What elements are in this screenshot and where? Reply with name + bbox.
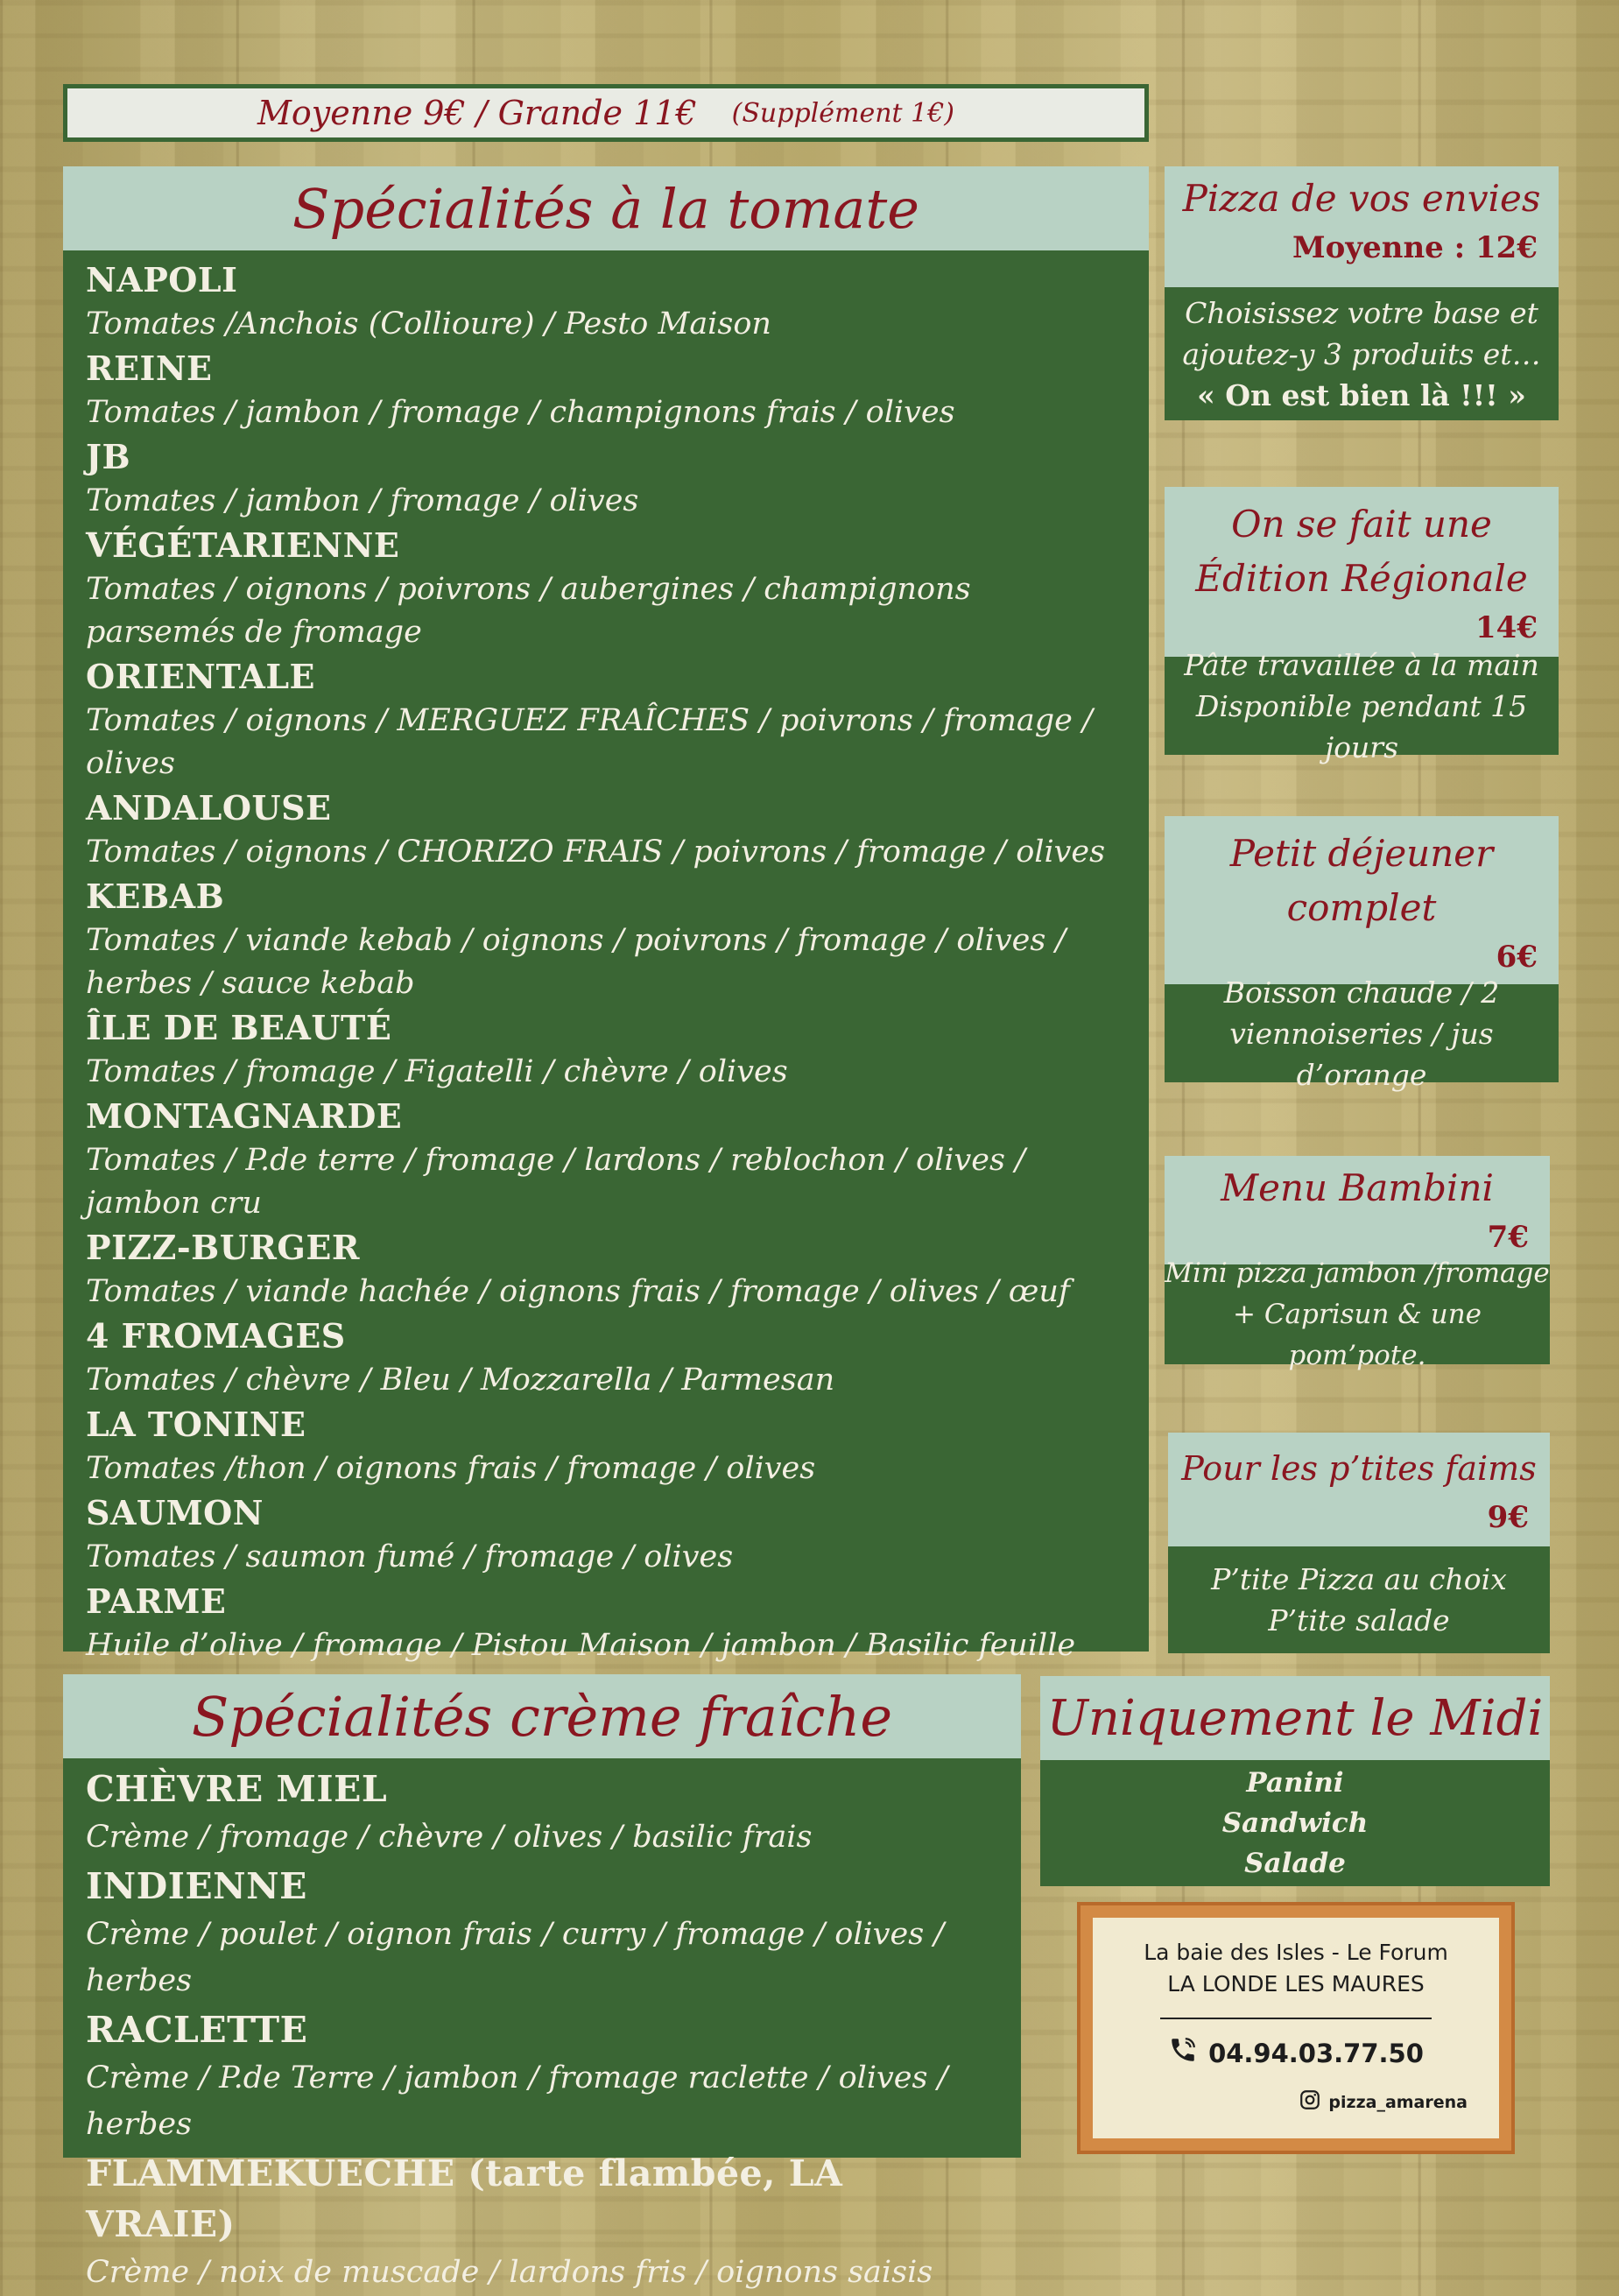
creme-section-title: Spécialités crème fraîche: [191, 1684, 893, 1749]
bambini-title: Menu Bambini: [1221, 1166, 1494, 1209]
petit-dejeuner-line1: Boisson chaude / 2: [1223, 975, 1500, 1010]
envies-header: [1165, 166, 1559, 287]
pizza-ingredients: Tomates / fromage / Figatelli / chèvre / olives: [86, 1054, 788, 1089]
phone-icon: [1168, 2035, 1198, 2071]
tomato-section-header: [63, 166, 1149, 250]
bambini-line1: Mini pizza jambon /fromage: [1165, 1257, 1550, 1289]
pizza-name: MONTAGNARDE: [86, 1096, 403, 1136]
pizza-name: NAPOLI: [86, 260, 238, 299]
pizza-name: JB: [86, 437, 131, 476]
pizza-name: INDIENNE: [86, 1865, 307, 1907]
envies-price: Moyenne : 12€: [1292, 230, 1538, 265]
envies-slogan: « On est bien là !!! »: [1197, 377, 1526, 412]
regionale-box: [1165, 487, 1559, 764]
pizza-name: 4 FROMAGES: [86, 1316, 346, 1356]
pizza-ingredients: Tomates / oignons / MERGUEZ FRAÎCHES / poivrons / fromage / olives: [86, 703, 1093, 781]
regionale-price: 14€: [1475, 610, 1538, 645]
ptites-faims-title: Pour les p’tites faims: [1181, 1449, 1537, 1488]
creme-section-header: [63, 1674, 1021, 1758]
pizza-name: REINE: [86, 349, 213, 388]
midi-title: Uniquement le Midi: [1046, 1689, 1544, 1747]
bambini-body: [1165, 1257, 1550, 1371]
pizza-ingredients: Tomates / oignons / poivrons / aubergines / champignons parsemés de fromage: [86, 572, 971, 650]
pizza-name: VÉGÉTARIENNE: [86, 525, 400, 565]
pizza-ingredients: Tomates / oignons / CHORIZO FRAIS / poivrons / fromage / olives: [86, 835, 1106, 870]
pizza-name: ANDALOUSE: [86, 788, 332, 828]
bambini-line2: + Caprisun & une pom’pote.: [1232, 1298, 1482, 1371]
pizza-name: ÎLE DE BEAUTÉ: [86, 1008, 392, 1047]
pizza-ingredients: Crème / poulet / oignon frais / curry / fromage / olives / herbes: [86, 1917, 945, 1998]
ptites-faims-box: [1168, 1433, 1550, 1653]
instagram-icon: [1299, 2088, 1321, 2116]
ptites-faims-header: [1168, 1433, 1550, 1546]
pizza-name: CHÈVRE MIEL: [86, 1768, 388, 1810]
bambini-price: 7€: [1487, 1220, 1529, 1255]
size-price-banner: [63, 84, 1149, 142]
creme-pizza-list: [63, 1758, 1021, 2290]
pizza-ingredients: Tomates / jambon / fromage / olives: [86, 483, 639, 518]
address-line-2: LA LONDE LES MAURES: [1167, 1971, 1425, 1997]
pizza-ingredients: Tomates /Anchois (Collioure) / Pesto Maison: [86, 306, 771, 342]
tomato-pizza-list: [63, 250, 1149, 1663]
petit-dejeuner-price: 6€: [1496, 940, 1538, 975]
tomato-section-title: Spécialités à la tomate: [292, 176, 919, 241]
petit-dejeuner-title-2: complet: [1286, 886, 1437, 929]
midi-item-panini: Panini: [1246, 1767, 1344, 1799]
contact-card-inner: [1093, 1918, 1499, 2138]
regionale-line1: Pâte travaillée à la main: [1184, 647, 1539, 682]
pizza-ingredients: Crème / fromage / chèvre / olives / basilic frais: [86, 1820, 813, 1855]
pizza-name: ORIENTALE: [86, 657, 316, 696]
regionale-body: [1165, 647, 1559, 764]
petit-dejeuner-title-1: Petit déjeuner: [1229, 832, 1494, 875]
envies-body: [1165, 287, 1559, 420]
envies-title: Pizza de vos envies: [1182, 177, 1541, 220]
regionale-title-2: Édition Régionale: [1195, 557, 1528, 600]
pizza-name: RACLETTE: [86, 2009, 308, 2051]
phone-number: 04.94.03.77.50: [1208, 2038, 1424, 2068]
pizza-ingredients: Crème / P.de Terre / jambon / fromage raclette / olives / herbes: [86, 2060, 948, 2142]
pizza-ingredients: Crème / noix de muscade / lardons fris / oignons saisis: [86, 2255, 933, 2290]
pizza-name: KEBAB: [86, 877, 225, 916]
envies-line2: ajoutez-y 3 produits et…: [1182, 336, 1541, 371]
pizza-ingredients: Tomates / viande hachée / oignons frais / fromage / olives / œuf: [86, 1274, 1070, 1309]
regionale-title-1: On se fait une: [1231, 503, 1492, 546]
instagram-handle: pizza_amarena: [1328, 2092, 1468, 2112]
envies-line1: Choisissez votre base et: [1185, 295, 1538, 330]
ptites-faims-line2: P’tite salade: [1268, 1603, 1450, 1637]
pizza-name: PARME: [86, 1581, 227, 1621]
petit-dejeuner-box: [1165, 816, 1559, 1092]
pizza-ingredients: Huile d’olive / fromage / Pistou Maison / jambon / Basilic feuille: [86, 1628, 1076, 1663]
bambini-box: [1165, 1156, 1550, 1371]
contact-divider: [1160, 2018, 1432, 2019]
ptites-faims-line1: P’tite Pizza au choix: [1211, 1562, 1507, 1596]
ptites-faims-price: 9€: [1487, 1500, 1529, 1535]
petit-dejeuner-line2: viennoiseries / jus d’orange: [1229, 1016, 1494, 1092]
contact-card: [1077, 1902, 1515, 2154]
pizza-name: FLAMMEKUECHE (tarte flambée, LA VRAIE): [86, 2152, 843, 2245]
midi-item-sandwich: Sandwich: [1221, 1807, 1369, 1839]
instagram-row[interactable]: [1299, 2088, 1468, 2116]
phone-row[interactable]: [1093, 2035, 1499, 2071]
pizza-ingredients: Tomates / jambon / fromage / champignons frais / olives: [86, 395, 955, 430]
pizza-ingredients: Tomates / chèvre / Bleu / Mozzarella / Parmesan: [86, 1363, 835, 1398]
pizza-ingredients: Tomates / saumon fumé / fromage / olives: [86, 1539, 734, 1574]
pizza-ingredients: Tomates / viande kebab / oignons / poivrons / fromage / olives / herbes / sauce kebab: [86, 923, 1066, 1001]
ptites-faims-body: [1168, 1546, 1550, 1653]
pizza-ingredients: Tomates /thon / oignons frais / fromage / olives: [86, 1451, 816, 1486]
address-line-1: La baie des Isles - Le Forum: [1144, 1940, 1448, 1965]
supplement-note: (Supplément 1€): [731, 97, 954, 129]
pizza-ingredients: Tomates / P.de terre / fromage / lardons / reblochon / olives / jambon cru: [86, 1143, 1025, 1221]
pizza-name: PIZZ-BURGER: [86, 1228, 360, 1267]
petit-dejeuner-header: [1165, 816, 1559, 984]
pizza-name: SAUMON: [86, 1493, 264, 1532]
midi-item-salade: Salade: [1244, 1848, 1346, 1879]
pizza-name: LA TONINE: [86, 1405, 306, 1444]
envies-box: [1165, 166, 1559, 420]
size-prices: Moyenne 9€ / Grande 11€: [257, 94, 697, 132]
regionale-line2: Disponible pendant 15 jours: [1195, 688, 1528, 764]
bambini-header: [1165, 1156, 1550, 1264]
midi-header: [1040, 1676, 1550, 1760]
petit-dejeuner-body: [1165, 975, 1559, 1092]
midi-list: [1040, 1760, 1550, 1886]
regionale-header: [1165, 487, 1559, 657]
